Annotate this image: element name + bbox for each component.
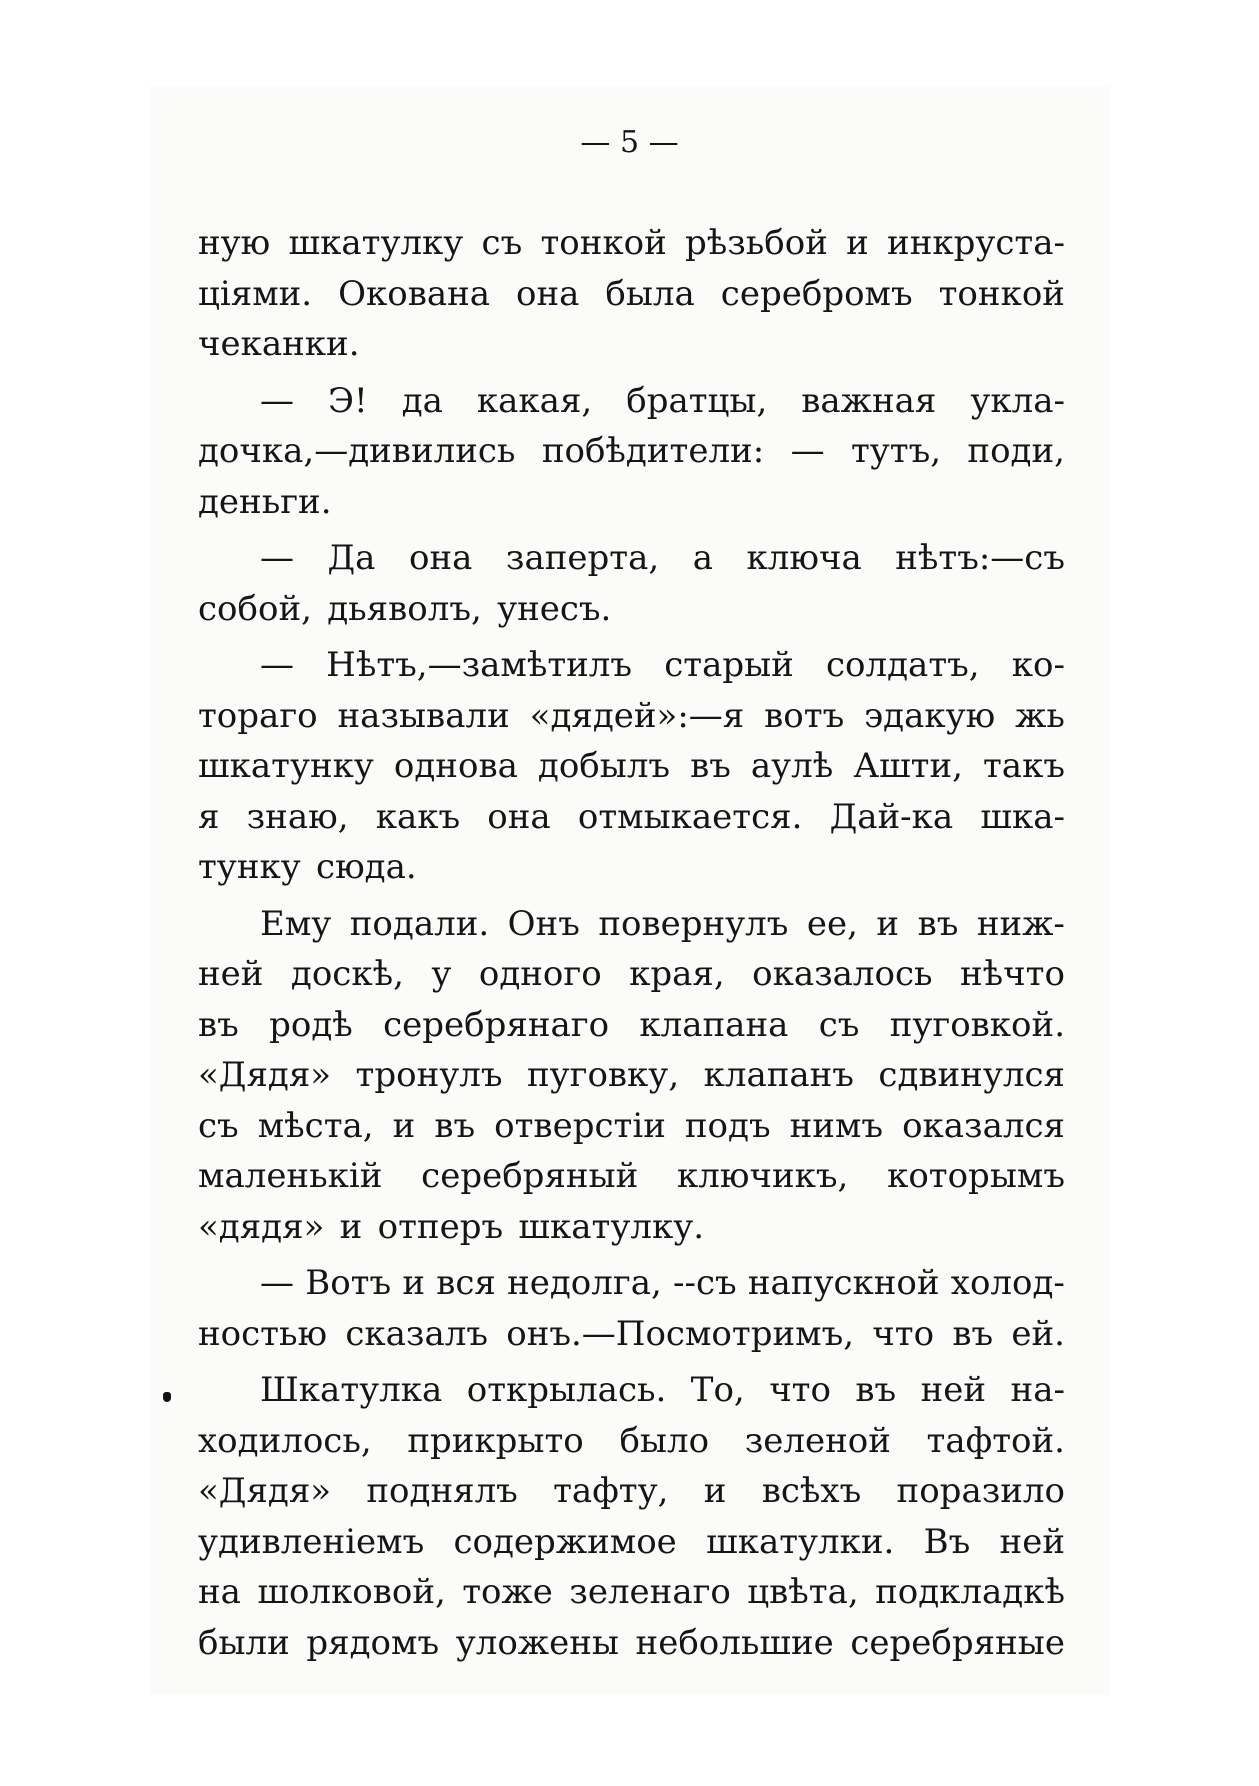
word: прикрыто (407, 1420, 584, 1461)
word: ниж- (976, 903, 1065, 944)
word: клапанъ (703, 1055, 854, 1095)
word: такъ (983, 746, 1065, 786)
word: шкатулки. (706, 1521, 895, 1562)
word: тоже (462, 1572, 553, 1612)
word: Ашти, (853, 746, 963, 786)
text-line (198, 949, 1065, 1000)
word: отверстіи (494, 1105, 666, 1146)
word: была (605, 273, 695, 314)
word: рѣзьбой (684, 223, 828, 263)
word: аулѣ (750, 746, 834, 786)
word: и (703, 1471, 727, 1511)
text-line (198, 1151, 1065, 1202)
word: унесъ. (497, 588, 612, 629)
word: родѣ (269, 1004, 353, 1045)
word: Э! (328, 380, 368, 421)
word: и (339, 1206, 363, 1247)
word: поди, (967, 431, 1065, 471)
word: добылъ (537, 746, 671, 786)
word: братцы, (626, 380, 768, 421)
text-line (198, 218, 1065, 269)
word: тораго (198, 695, 318, 736)
word: дочка,—дивились (198, 431, 516, 471)
text-line (198, 899, 1065, 950)
word: въ (198, 1004, 239, 1045)
word: Дай-ка (829, 796, 954, 837)
word: края, (629, 954, 725, 994)
word: и (392, 1105, 416, 1146)
word: я (198, 796, 220, 837)
word: тунку (198, 847, 301, 887)
word: Нѣтъ,—замѣтилъ (326, 645, 633, 685)
word: солдатъ, (826, 645, 980, 685)
word: чеканки. (198, 324, 360, 364)
text-line (198, 1618, 1065, 1669)
text-line (198, 1517, 1065, 1568)
word: пуговку, (526, 1055, 680, 1095)
word: которымъ (887, 1156, 1065, 1196)
word: какъ (375, 796, 461, 837)
word: нимъ (789, 1105, 884, 1146)
word: всѣхъ (761, 1471, 862, 1511)
text-line (198, 1309, 1065, 1360)
word: отмыкается. (577, 796, 803, 837)
word: тафту, (553, 1471, 669, 1511)
text-line (198, 426, 1065, 477)
word: уложены (455, 1622, 619, 1663)
word: зеленой (744, 1420, 891, 1461)
word: Вотъ (305, 1263, 392, 1303)
word: и (876, 903, 900, 944)
word: ней (920, 1370, 987, 1410)
word: доскѣ, (290, 954, 404, 994)
word: зеленаго (569, 1572, 731, 1612)
word: удивленіемъ (198, 1521, 425, 1562)
word: подъ (684, 1105, 771, 1146)
word: заперта, (505, 538, 660, 578)
word: нѣчто (960, 954, 1065, 994)
word: однова (393, 746, 518, 786)
word: подали. (349, 903, 490, 944)
word: клапана (639, 1004, 789, 1045)
word: ко- (1011, 645, 1065, 685)
text-line (198, 1416, 1065, 1467)
text-line (198, 1202, 1065, 1253)
word: серебряный (421, 1156, 639, 1196)
word: деньги. (198, 481, 332, 522)
text-line (198, 741, 1065, 792)
text-line (198, 533, 1065, 584)
word: ціями. (198, 273, 313, 314)
word: онъ.—Посмотримъ, (506, 1313, 855, 1354)
text-line (198, 1466, 1065, 1517)
word: шкатунку (198, 746, 374, 786)
word: подкладкѣ (875, 1572, 1065, 1612)
page-number: — 5 — (580, 125, 679, 160)
text-line (198, 1365, 1065, 1416)
word: съ (198, 1105, 239, 1146)
word: ностью (198, 1313, 328, 1354)
word: ей. (1011, 1313, 1065, 1354)
word: напускной (747, 1263, 940, 1303)
word: «Дядя» (198, 1471, 332, 1511)
word: она (487, 796, 551, 837)
word: нѣтъ:—съ (895, 538, 1065, 578)
word: на (198, 1572, 241, 1612)
word: — (790, 431, 825, 471)
word: называли (337, 695, 510, 736)
word: въ (690, 746, 731, 786)
word: что (872, 1313, 935, 1354)
word: повернулъ (598, 903, 789, 944)
word: а (692, 538, 713, 578)
word: она (516, 273, 580, 314)
word: Въ (923, 1521, 971, 1562)
word: --съ (673, 1263, 737, 1303)
word: серебромъ (720, 273, 913, 314)
word: — (260, 1263, 294, 1303)
margin-mark (163, 1392, 171, 1402)
word: въ (917, 903, 959, 944)
word: тутъ, (850, 431, 942, 471)
word: «Дядя» (198, 1055, 332, 1095)
word: цвѣта, (747, 1572, 859, 1612)
word: въ (952, 1313, 994, 1354)
word: у (431, 954, 452, 994)
word: «дядя» (198, 1206, 325, 1247)
word: пуговкой. (889, 1004, 1065, 1045)
word: оказался (902, 1105, 1065, 1146)
word: съ (481, 223, 523, 263)
word: серебрянаго (383, 1004, 610, 1045)
word: шолковой, (257, 1572, 446, 1612)
text-line (198, 376, 1065, 427)
text-line (198, 477, 1065, 528)
word: Ему (260, 903, 332, 944)
text-line (198, 792, 1065, 843)
word: поразило (896, 1471, 1065, 1511)
word: содержимое (453, 1521, 677, 1562)
word: тонкой (938, 273, 1065, 314)
word: маленькій (198, 1156, 383, 1196)
word: ней (999, 1521, 1065, 1562)
word: ее, (806, 903, 858, 944)
word: что (769, 1370, 831, 1410)
text-line (198, 640, 1065, 691)
word: укла- (970, 380, 1065, 421)
word: Шкатулка (260, 1370, 443, 1410)
word: сказалъ (345, 1313, 488, 1354)
text-line (198, 319, 1065, 370)
text-line (198, 842, 1065, 893)
word: — (260, 645, 294, 685)
text-line (198, 691, 1065, 742)
word: тафтой. (926, 1420, 1065, 1461)
word: ключикъ, (677, 1156, 849, 1196)
word: жь (1015, 695, 1065, 736)
word: да (401, 380, 443, 421)
word: недолга, (507, 1263, 662, 1303)
word: холод- (950, 1263, 1065, 1303)
word: ней (198, 954, 264, 994)
word: «дядей»:—я (529, 695, 745, 736)
word: открылась. (466, 1370, 667, 1410)
word: рядомъ (306, 1622, 440, 1663)
word: она (408, 538, 473, 578)
word: ную (198, 223, 271, 263)
word: съ (818, 1004, 860, 1045)
word: были (198, 1622, 290, 1663)
word: знаю, (246, 796, 349, 837)
word: небольшие (635, 1622, 834, 1663)
word: тронулъ (355, 1055, 503, 1095)
text-line (198, 1258, 1065, 1309)
word: эдакую (864, 695, 996, 736)
word: дьяволъ, (327, 588, 482, 629)
body-text (198, 218, 1065, 1668)
word: собой, (198, 588, 312, 629)
word: — (260, 538, 294, 578)
word: инкруста- (887, 223, 1065, 263)
text-line (198, 1050, 1065, 1101)
word: Онъ (507, 903, 580, 944)
word: поднялъ (366, 1471, 518, 1511)
word: побѣдители: (541, 431, 765, 471)
word: вся (436, 1263, 496, 1303)
word: ходилось, (198, 1420, 372, 1461)
word: и (402, 1263, 426, 1303)
word: одного (478, 954, 602, 994)
word: какая, (476, 380, 593, 421)
word: То, (690, 1370, 745, 1410)
word: — (260, 380, 294, 421)
word: оказалось (752, 954, 933, 994)
text-line (198, 269, 1065, 320)
word: Окована (338, 273, 491, 314)
word: ключа (746, 538, 862, 578)
word: важная (801, 380, 937, 421)
word: было (619, 1420, 710, 1461)
word: тонкой (540, 223, 667, 263)
word: въ (855, 1370, 897, 1410)
word: отперъ (377, 1206, 504, 1247)
word: вотъ (764, 695, 845, 736)
word: сдвинулся (878, 1055, 1065, 1095)
text-line (198, 1567, 1065, 1618)
word: старый (664, 645, 794, 685)
word: шкатулку. (518, 1206, 705, 1247)
word: на- (1010, 1370, 1065, 1410)
word: шка- (980, 796, 1065, 837)
word: серебряные (850, 1622, 1065, 1663)
text-line (198, 1101, 1065, 1152)
word: въ (434, 1105, 476, 1146)
text-line (198, 584, 1065, 635)
word: Да (327, 538, 376, 578)
word: мѣста, (257, 1105, 374, 1146)
word: сюда. (316, 847, 417, 887)
text-line (198, 1000, 1065, 1051)
word: и (846, 223, 869, 263)
word: шкатулку (288, 223, 464, 263)
